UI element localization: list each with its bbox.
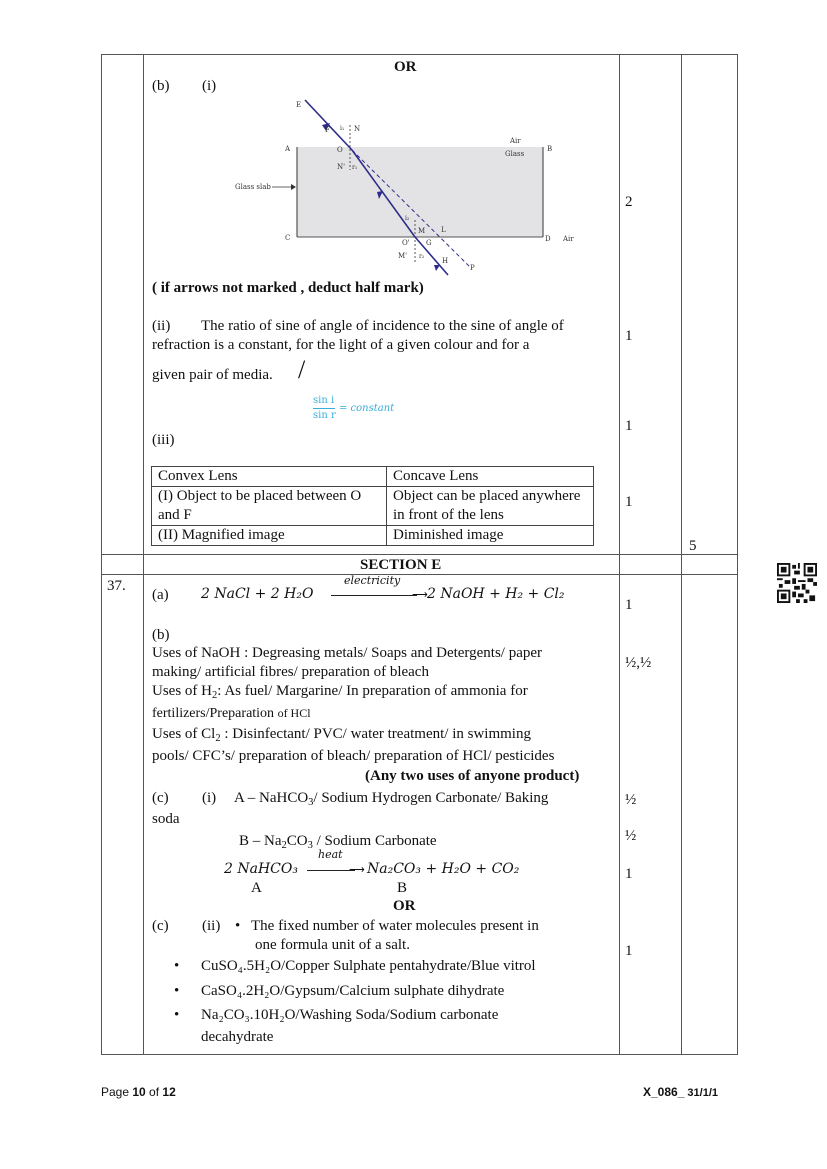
h2-uses-cont [152, 706, 311, 721]
example-gypsum: CaSO₄.2H₂O/Gypsum/Calcium sulphate dihydrate [201, 983, 505, 999]
compound-b-prefix: B – Na [239, 833, 282, 849]
sub-label-c: (c) [152, 790, 169, 806]
equation-a-arrowhead: ⟶ [412, 589, 428, 601]
table-top-border [101, 54, 738, 55]
h2-uses [152, 683, 528, 702]
h2-uses-cont-b: of HCl [277, 706, 311, 720]
cl2-uses-text: : Disinfectant/ PVC/ water treatment/ in swimming [220, 726, 531, 742]
document-code-main: X_086_ [643, 1085, 685, 1099]
label-D: D [545, 235, 551, 243]
compound-a-prefix: A – NaHCO [234, 790, 309, 806]
lens-comparison-table [151, 466, 594, 546]
or-heading-2: OR [393, 898, 416, 914]
equation-c-rhs: Na₂CO₃ + H₂O + CO₂ [367, 861, 520, 877]
mark-c-i-a: ½ [625, 792, 637, 808]
table-row [152, 526, 594, 546]
table-row [152, 487, 594, 526]
cell-convex-position: (I) Object to be placed between O and F [152, 487, 387, 526]
equation-c-arrowhead: ⟶ [349, 864, 365, 876]
arrows-note: ( if arrows not marked , deduct half mark) [152, 280, 424, 296]
document-code-rest: 31/1/1 [684, 1087, 719, 1099]
header-concave: Concave Lens [387, 467, 594, 487]
label-r2: r₂ [419, 253, 425, 260]
water-crystallisation-def-2: one formula unit of a salt. [255, 937, 410, 953]
equation-a-rhs: 2 NaOH + H₂ + Cl₂ [427, 586, 565, 602]
cell-convex-image: (II) Magnified image [152, 526, 387, 546]
qr-code-icon [777, 563, 817, 603]
label-E: E [296, 101, 302, 109]
bullet-icon: • [174, 1007, 180, 1023]
header-convex: Convex Lens [152, 467, 387, 487]
sub-label-i: (i) [202, 78, 217, 94]
formula-rhs: = constant [339, 403, 395, 414]
h2-uses-text: : As fuel/ Margarine/ In preparation of ammonia for [217, 683, 528, 699]
equation-a-condition: electricity [344, 574, 401, 587]
label-O: O [337, 146, 343, 154]
cell-concave-image: Diminished image [387, 526, 594, 546]
mark-b-ii-a: 1 [625, 328, 633, 344]
label-M: M [418, 227, 426, 235]
label-M-prime: M' [398, 252, 408, 260]
label-B: B [547, 145, 553, 153]
label-O-prime: O' [402, 239, 410, 247]
label-r1: r₁ [352, 164, 358, 171]
sub-label-iii: (iii) [152, 432, 175, 448]
cl2-uses-cont: pools/ CFC’s/ preparation of bleach/ preparation of HCl/ pesticides [152, 748, 555, 764]
compound-b-rest: / Sodium Carbonate [312, 833, 437, 849]
label-i1: i₁ [340, 125, 345, 132]
sub-label-b: (b) [152, 78, 170, 94]
table-bottom-border [101, 1054, 738, 1055]
formula-denominator: sin r [313, 410, 336, 421]
compound-b-sub2: 3 [307, 840, 313, 852]
formula-fraction-bar [313, 408, 335, 409]
label-N-prime: N' [337, 163, 346, 171]
compound-b-mid: CO [286, 833, 308, 849]
label-L: L [441, 226, 446, 234]
h2-sub: 2 [212, 690, 218, 702]
page-prefix: Page [101, 1085, 133, 1099]
any-two-note: (Any two uses of anyone product) [365, 768, 580, 784]
h2-uses-prefix: Uses of H [152, 683, 212, 699]
mark-b-i: 2 [625, 194, 633, 210]
label-glass: Glass [505, 150, 525, 158]
mark-b-ii-b: 1 [625, 418, 633, 434]
sub-label-c-i: (i) [202, 790, 217, 806]
or-slash: / [298, 355, 306, 384]
equation-c-condition: heat [318, 848, 343, 861]
glass-slab-refraction-diagram [230, 95, 575, 280]
mark-b-iii: 1 [625, 494, 633, 510]
equation-a-arrow [331, 595, 417, 596]
label-air-top: Air [510, 137, 521, 145]
naoh-uses: Uses of NaOH : Degreasing metals/ Soaps and Detergents/ paper [152, 645, 543, 661]
example-washing-soda-cont: decahydrate [201, 1029, 274, 1045]
label-i2: i₂ [405, 215, 410, 222]
equation-c-lhs: 2 NaHCO₃ [224, 861, 298, 877]
compound-a-sub: 3 [308, 797, 314, 809]
label-P: P [470, 264, 475, 272]
page-current: 10 [132, 1085, 146, 1099]
cl2-sub: 2 [215, 733, 221, 745]
page-of: of [145, 1085, 163, 1099]
mark-c-ii: 1 [625, 943, 633, 959]
document-code [643, 1086, 718, 1099]
cl2-uses [152, 726, 531, 745]
mark-c-i-b: ½ [625, 828, 637, 844]
water-crystallisation-def-1: The fixed number of water molecules present in [251, 918, 539, 934]
bullet-icon: • [174, 983, 180, 999]
total-marks: 5 [689, 538, 697, 554]
label-N: N [354, 125, 361, 133]
label-air-bottom: Air [563, 235, 574, 243]
compound-a-rest: / Sodium Hydrogen Carbonate/ Baking [313, 790, 549, 806]
cl2-uses-prefix: Uses of Cl [152, 726, 216, 742]
cell-concave-position: Object can be placed anywhere in front of the lens [387, 487, 594, 526]
sub-label-b2: (b) [152, 627, 170, 643]
sub-label-ii: (ii) [152, 318, 171, 334]
row-divider-section-e-top [101, 554, 738, 555]
mark-a: 1 [625, 597, 633, 613]
label-C: C [285, 234, 291, 242]
compound-a-cont: soda [152, 811, 180, 827]
equation-c-arrow [307, 870, 355, 871]
equation-c-tag-a: A [251, 880, 262, 896]
label-F: F [325, 126, 330, 134]
equation-c-tag-b: B [397, 880, 408, 896]
formula-numerator: sin i [313, 395, 335, 406]
section-e-heading: SECTION E [360, 557, 442, 573]
example-washing-soda: Na₂CO₃.10H₂O/Washing Soda/Sodium carbonate [201, 1007, 499, 1023]
h2-uses-cont-a: fertilizers/Preparation [152, 706, 278, 721]
page-number [101, 1086, 176, 1099]
sub-label-a: (a) [152, 587, 169, 603]
compound-a-text [234, 790, 548, 809]
mark-c-i-eq: 1 [625, 866, 633, 882]
label-glass-slab: Glass slab [235, 183, 271, 191]
snell-law-text-2: refraction is a constant, for the light of a given colour and for a [152, 337, 530, 353]
row-divider-section-e-bottom [101, 574, 738, 575]
page-total: 12 [162, 1085, 176, 1099]
sub-label-c-ii: (ii) [202, 918, 221, 934]
question-number: 37. [107, 578, 126, 594]
snell-law-text-3: given pair of media. [152, 367, 273, 383]
bullet-icon: • [235, 918, 241, 934]
example-copper-sulphate: CuSO₄.5H₂O/Copper Sulphate pentahydrate/Blue vitrol [201, 958, 536, 974]
label-A: A [285, 145, 291, 153]
or-heading: OR [394, 59, 417, 75]
equation-a-lhs: 2 NaCl + 2 H₂O [201, 586, 314, 602]
bullet-icon: • [174, 958, 180, 974]
compound-b-sub1: 2 [281, 840, 287, 852]
naoh-uses-cont: making/ artificial fibres/ preparation of bleach [152, 664, 429, 680]
snell-law-text-1: The ratio of sine of angle of incidence to the sine of angle of [201, 318, 564, 334]
table-header-row [152, 467, 594, 487]
mark-b2: ½,½ [625, 655, 652, 671]
sub-label-c2: (c) [152, 918, 169, 934]
label-G: G [426, 239, 432, 247]
arrowhead-emergent [434, 265, 440, 271]
label-H: H [442, 257, 449, 265]
glass-slab [297, 147, 543, 237]
